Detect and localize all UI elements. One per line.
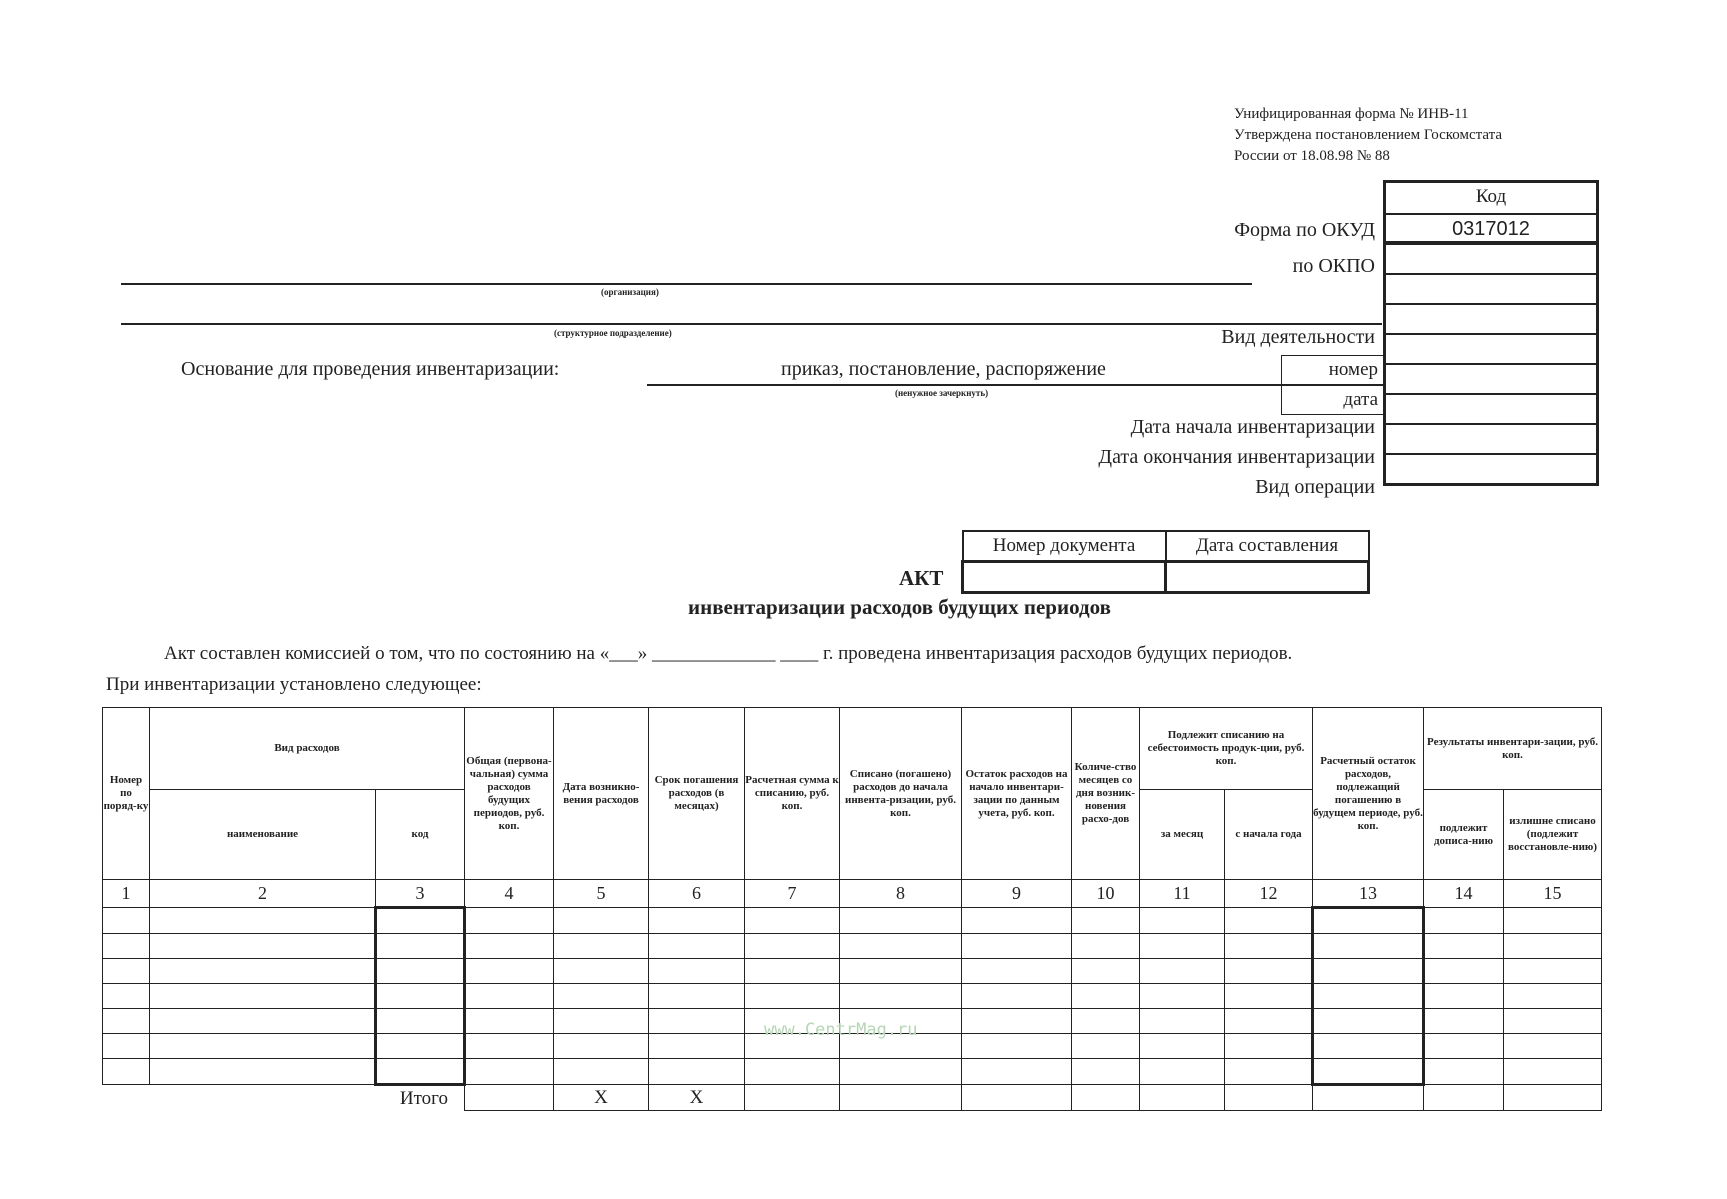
table-cell[interactable] [745,908,840,934]
table-cell[interactable] [150,984,376,1009]
table-cell[interactable] [1313,959,1424,984]
total-cell[interactable] [1313,1085,1424,1111]
division-caption: (структурное подразделение) [554,328,672,338]
total-row [103,1085,1602,1111]
col-number: 14 [1424,880,1504,908]
table-cell[interactable] [962,1034,1072,1059]
table-cell[interactable] [103,984,150,1009]
table-cell[interactable] [376,959,465,984]
col-9-head: Остаток расходов на начало инвентари-зации по данным учета, руб. коп. [962,708,1072,880]
column-numbers-row [103,880,1602,908]
strike-caption: (ненужное зачеркнуть) [895,388,989,398]
table-row [103,908,1602,934]
table-cell[interactable] [1072,1009,1140,1034]
organization-line[interactable] [121,283,1252,285]
table-cell[interactable] [103,934,150,959]
col-number: 9 [962,880,1072,908]
extra-code-field[interactable] [1386,273,1596,303]
col-results-head: Результаты инвентари-зации, руб. коп. [1424,708,1602,790]
table-cell[interactable] [1504,934,1602,959]
activity-code-field[interactable] [1386,303,1596,333]
table-cell[interactable] [1072,934,1140,959]
col-number: 7 [745,880,840,908]
col-13-head: Расчетный остаток расходов, подлежащий погашению в будущем периоде, руб. коп. [1313,708,1424,880]
table-cell[interactable] [376,984,465,1009]
col-num-head: Номер по поряд-ку [103,708,150,880]
act-title: АКТ [899,566,944,590]
table-cell[interactable] [103,1009,150,1034]
table-cell[interactable] [465,1034,554,1059]
table-cell[interactable] [745,934,840,959]
table-cell[interactable] [1504,984,1602,1009]
col-number: 10 [1072,880,1140,908]
col-kind-head: Вид расходов [150,708,465,790]
table-cell[interactable] [376,1009,465,1034]
col-number: 8 [840,880,962,908]
table-cell[interactable] [150,934,376,959]
inventory-table [102,707,1602,1111]
table-cell[interactable] [1072,1034,1140,1059]
table-row [103,984,1602,1009]
table-cell[interactable] [1225,1034,1313,1059]
col-number: 3 [376,880,465,908]
table-cell[interactable] [1313,1034,1424,1059]
col-8-head: Списано (погашено) расходов до начала инвента-ризации, руб. коп. [840,708,962,880]
table-cell[interactable] [1313,934,1424,959]
operation-field[interactable] [1386,453,1596,483]
table-cell[interactable] [1140,908,1225,934]
table-cell[interactable] [554,908,649,934]
start-date-field[interactable] [1386,393,1596,423]
col-15-head: излишне списано (подлежит восстановле-нию) [1504,790,1602,880]
table-cell[interactable] [1313,984,1424,1009]
division-line[interactable] [121,323,1382,325]
form-line-1: Унифицированная форма № ИНВ-11 [1234,106,1469,122]
col-number: 2 [150,880,376,908]
total-x-mark: X [554,1085,649,1111]
table-cell[interactable] [1140,1059,1225,1085]
table-cell[interactable] [649,908,745,934]
table-cell[interactable] [554,959,649,984]
doc-number-table [961,530,1370,594]
col-14-head: подлежит дописа-нию [1424,790,1504,880]
table-cell[interactable] [745,959,840,984]
table-cell[interactable] [103,959,150,984]
table-cell[interactable] [150,1009,376,1034]
col-11-head: за месяц [1140,790,1225,880]
table-cell[interactable] [1504,1009,1602,1034]
number-label-box [1281,355,1385,385]
table-cell[interactable] [1424,959,1504,984]
table-cell[interactable] [962,1059,1072,1085]
organization-caption: (организация) [601,287,659,297]
col-writeoff-head: Подлежит списанию на себестоимость продук-ции, руб. коп. [1140,708,1313,790]
table-cell[interactable] [465,1059,554,1085]
table-cell[interactable] [465,959,554,984]
date-label: дата [1343,389,1378,410]
table-cell[interactable] [1313,1009,1424,1034]
table-cell[interactable] [649,1034,745,1059]
table-cell[interactable] [103,1034,150,1059]
okud-label: Форма по ОКУД [1234,219,1375,241]
total-cell[interactable] [962,1085,1072,1111]
table-cell[interactable] [1424,1009,1504,1034]
col-number: 13 [1313,880,1424,908]
table-cell[interactable] [1424,1059,1504,1085]
okud-code-field[interactable]: 0317012 [1386,213,1596,243]
table-cell[interactable] [1225,959,1313,984]
doc-date-field[interactable] [1166,562,1369,593]
table-cell[interactable] [840,959,962,984]
table-cell[interactable] [962,1009,1072,1034]
table-cell[interactable] [1424,934,1504,959]
codes-box [1383,180,1599,486]
table-cell[interactable] [1504,959,1602,984]
table-cell[interactable] [465,1009,554,1034]
codes-head: Код [1475,186,1507,207]
table-cell[interactable] [1424,908,1504,934]
col-10-head: Количе-ство месяцев со дня возник-новения расхо-дов [1072,708,1140,880]
table-cell[interactable] [1140,984,1225,1009]
total-cell[interactable] [1225,1085,1313,1111]
table-cell[interactable] [1140,934,1225,959]
okpo-label: по ОКПО [1292,255,1375,277]
table-cell[interactable] [1225,984,1313,1009]
col-4-head: Общая (первона-чальная) сумма расходов будущих периодов, руб. коп. [465,708,554,880]
number-code-field[interactable] [1386,333,1596,363]
statement-text: Акт составлен комиссией о том, что по состоянию на «___» _____________ ____ г. проведена инвентаризация расходов будущих периодов. [164,643,1293,664]
col-number: 1 [103,880,150,908]
act-subtitle: инвентаризации расходов будущих периодов [688,595,1111,619]
table-cell[interactable] [1140,1034,1225,1059]
number-label: номер [1328,359,1378,380]
table-cell[interactable] [554,1034,649,1059]
table-cell[interactable] [150,959,376,984]
end-date-field[interactable] [1386,423,1596,453]
total-cell[interactable] [745,1085,840,1111]
table-cell[interactable] [554,934,649,959]
table-row [103,1059,1602,1085]
total-x-mark: X [649,1085,745,1111]
doc-number-head: Номер документа [963,531,1166,562]
table-cell[interactable] [465,984,554,1009]
table-cell[interactable] [376,1034,465,1059]
table-cell[interactable] [465,934,554,959]
table-cell[interactable] [1504,1059,1602,1085]
table-cell[interactable] [1225,1009,1313,1034]
okpo-code-field[interactable] [1386,243,1596,273]
table-cell[interactable] [554,1059,649,1085]
col-number: 5 [554,880,649,908]
table-cell[interactable] [745,984,840,1009]
table-row [103,934,1602,959]
table-cell[interactable] [1072,984,1140,1009]
table-cell[interactable] [840,908,962,934]
basis-value: приказ, постановление, распоряжение [781,358,1106,380]
date-label-box [1281,385,1385,415]
total-cell[interactable] [1140,1085,1225,1111]
table-cell[interactable] [840,934,962,959]
col-6-head: Срок погашения расходов (в месяцах) [649,708,745,880]
watermark: www.CentrMag.ru [764,1020,918,1040]
table-cell[interactable] [962,959,1072,984]
total-cell[interactable] [465,1085,554,1111]
col-code-head: код [376,790,465,880]
table-cell[interactable] [649,934,745,959]
table-cell[interactable] [745,1059,840,1085]
table-cell[interactable] [962,984,1072,1009]
table-cell[interactable] [649,984,745,1009]
col-number: 4 [465,880,554,908]
total-cell[interactable] [1424,1085,1504,1111]
table-cell[interactable] [554,984,649,1009]
col-number: 15 [1504,880,1602,908]
table-cell[interactable] [103,908,150,934]
table-cell[interactable] [150,1059,376,1085]
basis-label: Основание для проведения инвентаризации: [181,358,560,380]
total-cell[interactable] [1504,1085,1602,1111]
table-cell[interactable] [554,1009,649,1034]
operation-label: Вид операции [1255,476,1375,498]
doc-date-head: Дата составления [1166,531,1369,562]
table-cell[interactable] [1424,1034,1504,1059]
end-date-label: Дата окончания инвентаризации [1098,446,1375,468]
table-cell[interactable] [1140,1009,1225,1034]
table-cell[interactable] [1504,908,1602,934]
table-body [103,908,1602,1085]
table-cell[interactable] [840,984,962,1009]
doc-number-field[interactable] [963,562,1166,593]
col-number: 6 [649,880,745,908]
form-line-2: Утверждена постановлением Госкомстата [1234,127,1503,143]
col-7-head: Расчетная сумма к списанию, руб. коп. [745,708,840,880]
total-label: Итого [399,1087,448,1109]
table-cell[interactable] [103,1059,150,1085]
table-cell[interactable] [1072,908,1140,934]
col-number: 12 [1225,880,1313,908]
activity-label: Вид деятельности [1221,326,1375,348]
table-cell[interactable] [1225,908,1313,934]
table-cell[interactable] [376,934,465,959]
form-line-3: России от 18.08.98 № 88 [1234,148,1390,164]
col-number: 11 [1140,880,1225,908]
basis-line[interactable] [647,384,1281,386]
table-cell[interactable] [962,908,1072,934]
col-5-head: Дата возникно-вения расходов [554,708,649,880]
table-cell[interactable] [1072,1059,1140,1085]
table-cell[interactable] [649,1009,745,1034]
total-cell[interactable] [840,1085,962,1111]
col-name-head: наименование [150,790,376,880]
form-header-note [1234,104,1502,167]
table-cell[interactable] [649,1059,745,1085]
table-cell[interactable] [1504,1034,1602,1059]
table-cell[interactable] [1140,959,1225,984]
table-cell[interactable] [150,1034,376,1059]
table-row [103,959,1602,984]
table-cell[interactable] [649,959,745,984]
table-cell[interactable] [376,1059,465,1085]
date-code-field[interactable] [1386,363,1596,393]
col-12-head: с начала года [1225,790,1313,880]
table-cell[interactable] [150,908,376,934]
table-cell[interactable] [962,934,1072,959]
table-cell[interactable] [1072,959,1140,984]
total-cell[interactable] [1072,1085,1140,1111]
table-cell[interactable] [1225,1059,1313,1085]
table-cell[interactable] [376,908,465,934]
table-cell[interactable] [1225,934,1313,959]
established-text: При инвентаризации установлено следующее: [106,674,482,695]
start-date-label: Дата начала инвентаризации [1130,416,1375,438]
table-cell[interactable] [1313,908,1424,934]
table-cell[interactable] [1313,1059,1424,1085]
table-cell[interactable] [840,1059,962,1085]
table-cell[interactable] [1424,984,1504,1009]
table-cell[interactable] [465,908,554,934]
